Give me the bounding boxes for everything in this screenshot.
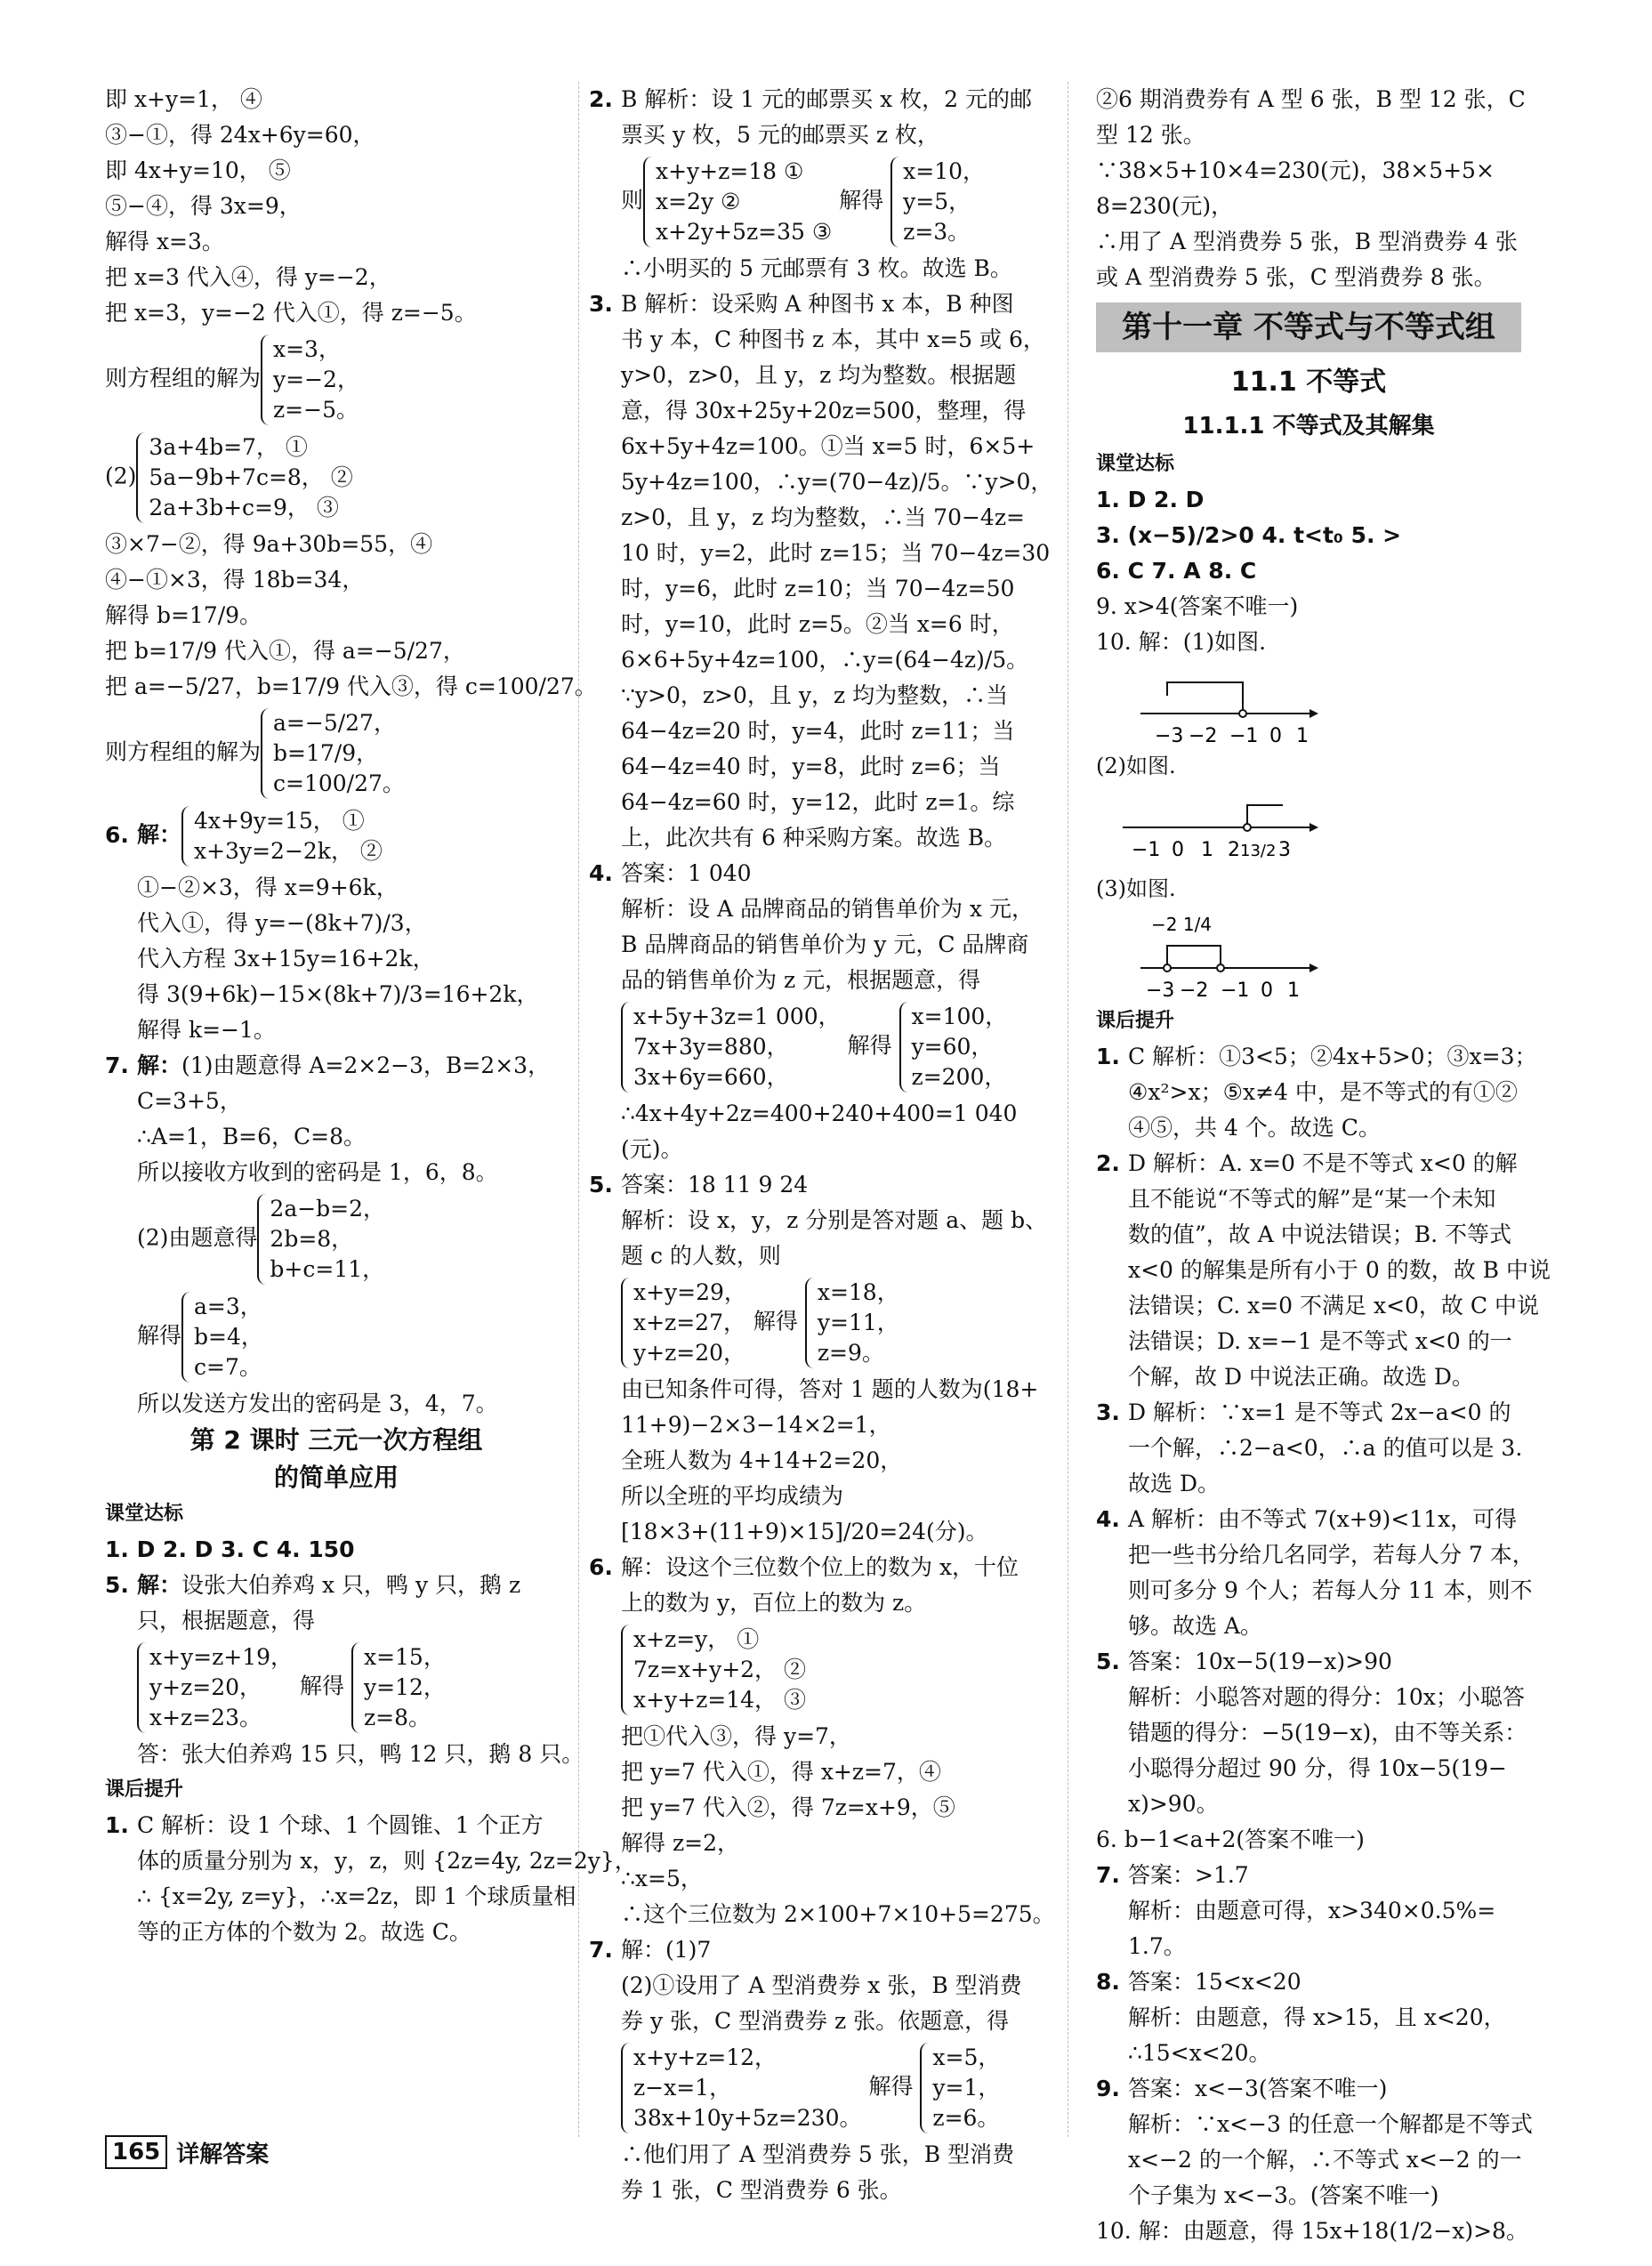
solution-lines bbox=[105, 82, 568, 331]
tick-label: −1 bbox=[1229, 725, 1259, 747]
chapter-title: 第十一章 不等式与不等式组 bbox=[1096, 302, 1521, 352]
solution-lines bbox=[105, 870, 568, 1048]
page-number: 165 bbox=[105, 2135, 167, 2169]
solution-line: 体的质量分别为 x，y，z，则 {2z=4y, 2z=2y}， bbox=[137, 1848, 637, 1874]
tick-label: 0 bbox=[1269, 725, 1282, 747]
equation-row: 4x+9y=15， ① bbox=[194, 808, 365, 834]
equation-row: x=100， bbox=[911, 1004, 1008, 1029]
solution-line: 解析：由题意，得 x>15，且 x<20， bbox=[1128, 2004, 1506, 2030]
solution-line: 64−4z=20 时，y=4，此时 z=11；当 bbox=[621, 718, 1015, 744]
equation-row: z=8。 bbox=[363, 1705, 431, 1730]
solution-line: 所以全班的平均成绩为 bbox=[621, 1483, 844, 1509]
solution-line: 上，此次共有 6 种采购方案。故选 B。 bbox=[621, 825, 1007, 851]
equation-row: x+y=z+19， bbox=[149, 1644, 294, 1670]
question-8: 8. 答案：15<x<20 bbox=[1096, 1969, 1301, 1995]
equation-row: c=100/27。 bbox=[273, 770, 405, 796]
equation-row: 5a−9b+7c=8， ② bbox=[149, 464, 353, 490]
solution-line: 由已知条件可得，答对 1 题的人数为(18+ bbox=[621, 1376, 1039, 1402]
equation-row: y=−2， bbox=[273, 367, 359, 392]
equation-system: 解得 a=3， b=4， c=7。 bbox=[105, 1288, 568, 1386]
solution-line: 解析：设 A 品牌商品的销售单价为 x 元， bbox=[621, 896, 1034, 922]
tick-label: 0 bbox=[1261, 980, 1273, 1002]
solution-lines bbox=[1096, 1431, 1521, 1502]
answer-line: 1. D 2. D bbox=[1096, 487, 1205, 512]
solution-line: 答：张大伯养鸡 15 只，鸭 12 只，鹅 8 只。 bbox=[137, 1741, 584, 1767]
equation-row: x+y=29， bbox=[633, 1279, 746, 1305]
question-1: 1. C 解析：设 1 个球、1 个圆锥、1 个正方 bbox=[105, 1812, 544, 1838]
equation-row: x+y+z=18 ① bbox=[656, 158, 804, 184]
solution-line: ①−②×3，得 x=9+6k， bbox=[137, 875, 399, 900]
equation-system: 则方程组的解为 a=−5/27， b=17/9， c=100/27。 bbox=[105, 705, 568, 802]
solution-line: ∴15<x<20。 bbox=[1128, 2040, 1271, 2066]
tick-label: −2 1/4 bbox=[1151, 914, 1213, 935]
solution-lines bbox=[1096, 2000, 1521, 2071]
equation-row: y=1， bbox=[932, 2075, 1001, 2101]
solution-line: 把 a=−5/27，b=17/9 代入③，得 c=100/27。 bbox=[105, 673, 597, 699]
question-5: 5. 解：设张大伯养鸡 x 只，鸭 y 只，鹅 z bbox=[105, 1572, 521, 1598]
solution-line: 解得 x=3。 bbox=[105, 229, 224, 254]
solution-line: 法错误；C. x=0 不满足 x<0，故 C 中说 bbox=[1128, 1293, 1539, 1318]
solution-line: 解得 b=17/9。 bbox=[105, 602, 262, 628]
solution-line: 小聪得分超过 90 分，得 10x−5(19− bbox=[1128, 1755, 1507, 1781]
solution-line: 把①代入③，得 y=7， bbox=[621, 1723, 851, 1749]
equation-system bbox=[589, 1621, 1044, 1719]
solution-line: 即 x+y=1， ④ bbox=[105, 86, 262, 112]
figure-caption: (2)如图. bbox=[1096, 754, 1176, 778]
solution-line: 10 时，y=2，此时 z=15；当 70−4z=30 bbox=[621, 540, 1051, 566]
equation-row: x=15， bbox=[363, 1644, 446, 1670]
equation-system: x+y=29， x+z=27， y+z=20， 解得 x=18， y=11， z=9。 bbox=[589, 1274, 1044, 1372]
equation-row: x=18， bbox=[817, 1279, 899, 1305]
answer-line: 10. 解：由题意，得 15x+18(1/2−x)>8。 bbox=[1096, 2218, 1528, 2244]
solution-line: x<−2 的一个解，∴不等式 x<−2 的一 bbox=[1128, 2147, 1522, 2173]
question-2: 2. B 解析：设 1 元的邮票买 x 枚，2 元的邮 bbox=[589, 86, 1032, 112]
tick-label: 3 bbox=[1278, 839, 1291, 861]
answer-line: 6. C 7. A 8. C bbox=[1096, 558, 1257, 584]
answer-line: 10. 解：(1)如图. bbox=[1096, 629, 1267, 655]
equation-row: b=4， bbox=[194, 1324, 263, 1350]
solution-line: 把 b=17/9 代入①，得 a=−5/27， bbox=[105, 638, 465, 664]
solution-line: 个子集为 x<−3。(答案不唯一) bbox=[1128, 2182, 1439, 2208]
equation-system: x+y=z+19， y+z=20， x+z=23。 解得 x=15， y=12， z=8。 bbox=[105, 1639, 568, 1737]
solution-line: ∴A=1，B=6，C=8。 bbox=[137, 1124, 367, 1149]
equation-row: x+3y=2−2k， ② bbox=[194, 838, 383, 864]
question-1: 1. C 解析：①3<5；②4x+5>0；③x=3； bbox=[1096, 1044, 1537, 1069]
equation-system: (2)由题意得 2a−b=2， 2b=8， b+c=11， bbox=[105, 1190, 568, 1288]
solution-line: 解析：小聪答对题的得分：10x；小聪答 bbox=[1128, 1684, 1525, 1710]
solution-line: 错题的得分：−5(19−x)，由不等关系： bbox=[1128, 1720, 1527, 1746]
solution-line: 或 A 型消费券 5 张，C 型消费券 8 张。 bbox=[1096, 264, 1496, 290]
solution-line: ∴ {x=2y, z=y}，∴x=2z，即 1 个球质量相 bbox=[137, 1883, 576, 1909]
tick-label: −1 bbox=[1221, 980, 1250, 1002]
solution-line: 时，y=10，此时 z=5。②当 x=6 时， bbox=[621, 611, 1014, 637]
solution-line: (元)。 bbox=[621, 1136, 683, 1162]
question-5: 5. 答案：18 11 9 24 bbox=[589, 1172, 809, 1198]
solution-lines bbox=[589, 1203, 1048, 1274]
equation-row: c=7。 bbox=[194, 1354, 262, 1380]
solution-line: 法错误；D. x=−1 是不等式 x<0 的一 bbox=[1128, 1328, 1512, 1354]
solution-line: ∴用了 A 型消费券 5 张，B 型消费券 4 张 bbox=[1096, 229, 1518, 254]
equation-row: 7z=x+y+2， ② bbox=[633, 1657, 806, 1682]
solution-line: 8=230(元)， bbox=[1096, 193, 1234, 219]
question-6: 6. 解：设这个三位数个位上的数为 x，十位 bbox=[589, 1554, 1019, 1580]
solution-line: ∵y>0，z>0，且 y，z 均为整数，∴当 bbox=[621, 682, 1009, 708]
equation-system: x+5y+3z=1 000， 7x+3y=880， 3x+6y=660， 解得 x=100， y=60， z=200， bbox=[589, 998, 1044, 1096]
equation-row: x+2y+5z=35 ③ bbox=[656, 219, 833, 245]
tick-label: 0 bbox=[1172, 839, 1184, 861]
equation-row: x+z=y， ① bbox=[633, 1626, 760, 1652]
equation-row: x+z=23。 bbox=[149, 1705, 262, 1730]
solution-line: 等的正方体的个数为 2。故选 C。 bbox=[137, 1919, 471, 1945]
page-footer bbox=[105, 2135, 269, 2169]
solution-line: C=3+5， bbox=[137, 1088, 242, 1114]
solution-lines bbox=[1096, 2107, 1533, 2214]
solution-line: ∴他们用了 A 型消费券 5 张，B 型消费 bbox=[621, 2141, 1015, 2167]
solution-lines bbox=[589, 1968, 1044, 2039]
equation-row: z=200， bbox=[911, 1064, 1007, 1090]
solution-line: ∴4x+4y+2z=400+240+400=1 040 bbox=[621, 1101, 1018, 1126]
tick-label: 1 bbox=[1287, 980, 1300, 1002]
solution-line: 代入方程 3x+15y=16+2k， bbox=[137, 946, 435, 972]
answer-line: 3. (x−5)/2>0 4. t<t₀ 5. > bbox=[1096, 522, 1402, 548]
solution-lines bbox=[1096, 1537, 1535, 1644]
equation-row: z=−5。 bbox=[273, 397, 359, 423]
equation-row: x+y+z=12， bbox=[633, 2044, 778, 2070]
equation-row: x=5， bbox=[932, 2044, 1001, 2070]
section-label: 课后提升 bbox=[1096, 1010, 1175, 1032]
solution-line: 上的数为 y，百位上的数为 z。 bbox=[621, 1590, 927, 1616]
solution-line: 全班人数为 4+14+2=20， bbox=[621, 1447, 903, 1473]
solution-line: x<0 的解集是所有小于 0 的数，故 B 中说 bbox=[1128, 1257, 1551, 1283]
solution-lines bbox=[589, 1372, 1044, 1550]
question-4: 4. 答案：1 040 bbox=[589, 860, 752, 886]
question-5: 5. 答案：10x−5(19−x)>90 bbox=[1096, 1649, 1392, 1674]
solution-line: 得 3(9+6k)−15×(8k+7)/3=16+2k， bbox=[137, 981, 539, 1007]
equation-row: 3x+6y=660， bbox=[633, 1064, 789, 1090]
question-7: 7. 答案：>1.7 bbox=[1096, 1862, 1249, 1888]
equation-row: 3a+4b=7， ① bbox=[149, 434, 308, 460]
solution-line: 6x+5y+4z=100。①当 x=5 时，6×5+ bbox=[621, 433, 1036, 459]
tick-label: −2 bbox=[1180, 980, 1209, 1002]
equation-row: x=2y ② bbox=[656, 189, 741, 214]
solution-lines bbox=[1096, 1893, 1521, 1964]
solution-line: 券 y 张，C 型消费券 z 张。依题意，得 bbox=[621, 2008, 1010, 2034]
solution-line: 所以发送方发出的密码是 3，4，7。 bbox=[137, 1391, 498, 1416]
figure-caption: (3)如图. bbox=[1096, 876, 1176, 901]
question-6: 6. 解： 4x+9y=15， ① x+3y=2−2k， ② bbox=[105, 802, 568, 870]
equation-row: 38x+10y+5z=230。 bbox=[633, 2105, 862, 2131]
question-9: 9. 答案：x<−3(答案不唯一) bbox=[1096, 2076, 1388, 2101]
solution-line: y>0，z>0，且 y，z 均为整数。根据题 bbox=[621, 362, 1017, 388]
question-7: 7. 解：(1)由题意得 A=2×2−3，B=2×3， bbox=[105, 1052, 551, 1078]
equation-row: 7x+3y=880， bbox=[633, 1034, 789, 1060]
tick-label: 1 bbox=[1296, 725, 1309, 747]
solution-lines bbox=[589, 2137, 1044, 2208]
equation-row: a=−5/27， bbox=[273, 710, 396, 736]
tick-label: 2 bbox=[1228, 839, 1240, 861]
answer-line: 6. b−1<a+2(答案不唯一) bbox=[1096, 1827, 1365, 1852]
equation-row: y=60， bbox=[911, 1034, 994, 1060]
solution-lines bbox=[1096, 1680, 1527, 1822]
section-label: 课堂达标 bbox=[1096, 453, 1175, 475]
equation-row: x+y+z=14， ③ bbox=[633, 1687, 806, 1713]
solution-line: 把 x=3，y=−2 代入①，得 z=−5。 bbox=[105, 300, 477, 326]
solution-line: ⑤−④，得 3x=9， bbox=[105, 193, 302, 219]
solution-lines bbox=[1096, 1075, 1521, 1146]
solution-line: 意，得 30x+25y+20z=500，整理，得 bbox=[621, 398, 1027, 423]
equation-system: (2) 3a+4b=7， ① 5a−9b+7c=8， ② 2a+3b+c=9， ③ bbox=[105, 429, 568, 527]
equation-row: y=5， bbox=[903, 189, 971, 214]
tick-label: −2 bbox=[1189, 725, 1218, 747]
equation-row: x+5y+3z=1 000， bbox=[633, 1004, 841, 1029]
tick-label: −3 bbox=[1155, 725, 1184, 747]
solution-line: ∴x=5， bbox=[621, 1866, 703, 1891]
lesson-title: 的简单应用 bbox=[273, 1463, 399, 1492]
solution-line: 6×6+5y+4z=100，∴y=(64−4z)/5。 bbox=[621, 647, 1029, 673]
solution-lines bbox=[105, 527, 597, 705]
equation-row: y+z=20， bbox=[149, 1674, 262, 1700]
subsection-title: 11.1.1 不等式及其解集 bbox=[1182, 413, 1435, 439]
solution-lines bbox=[589, 322, 1053, 856]
solution-line: ④⑤，共 4 个。故选 C。 bbox=[1128, 1115, 1381, 1141]
section-title: 11.1 不等式 bbox=[1230, 367, 1387, 398]
solution-line: 时，y=6，此时 z=10；当 70−4z=50 bbox=[621, 576, 1015, 601]
solution-line: ∴小明买的 5 元邮票有 3 枚。故选 B。 bbox=[621, 255, 1012, 281]
solution-line: ②6 期消费券有 A 型 6 张，B 型 12 张，C bbox=[1096, 86, 1526, 112]
solution-lines bbox=[589, 1719, 1055, 1932]
solution-line: 一个解，∴2−a<0，∴a 的值可以是 3. bbox=[1128, 1435, 1523, 1461]
solution-line: 够。故选 A。 bbox=[1128, 1613, 1263, 1639]
solution-line: 5y+4z=100，∴y=(70−4z)/5。∵y>0， bbox=[621, 469, 1053, 495]
solution-line: 把 y=7 代入②，得 7z=x+9，⑤ bbox=[621, 1794, 955, 1820]
question-4: 4. A 解析：由不等式 7(x+9)<11x，可得 bbox=[1096, 1506, 1518, 1532]
solution-line: 代入①，得 y=−(8k+7)/3， bbox=[137, 910, 427, 936]
solution-line: 券 1 张，C 型消费券 6 张。 bbox=[621, 2177, 902, 2203]
equation-row: z=6。 bbox=[932, 2105, 1000, 2131]
equation-system: 则方程组的解为 x=3， y=−2， z=−5。 bbox=[105, 331, 568, 429]
solution-line: 品的销售单价为 z 元，根据题意，得 bbox=[621, 967, 981, 993]
solution-line: 解得 z=2， bbox=[621, 1830, 739, 1856]
solution-line: 解析：∵x<−3 的任意一个解都是不等式 bbox=[1128, 2111, 1533, 2137]
section-label: 课后提升 bbox=[105, 1778, 184, 1801]
solution-line: ③×7−②，得 9a+30b=55，④ bbox=[105, 531, 433, 557]
tick-label-fraction: 13/2 bbox=[1240, 842, 1277, 860]
equation-row: b=17/9， bbox=[273, 740, 379, 766]
question-3: 3. D 解析：∵x=1 是不等式 2x−a<0 的 bbox=[1096, 1399, 1511, 1425]
number-line-2-graphic bbox=[1096, 783, 1521, 872]
solution-line: 个解，故 D 中说法正确。故选 D。 bbox=[1128, 1364, 1474, 1390]
column-divider bbox=[578, 82, 579, 2137]
solution-lines bbox=[1096, 1181, 1551, 1395]
equation-row: z=3。 bbox=[903, 219, 971, 245]
column-1 bbox=[105, 82, 637, 1950]
solution-line: z>0，且 y，z 均为整数，∴当 70−4z= bbox=[621, 504, 1025, 530]
equation-system: x+y+z=12， z−x=1， 38x+10y+5z=230。 解得 x=5， y=1， z=6。 bbox=[589, 2039, 1044, 2137]
solution-line: 型 12 张。 bbox=[1096, 122, 1205, 148]
question-7: 7. 解：(1)7 bbox=[589, 1937, 712, 1963]
equation-row: 2b=8， bbox=[270, 1226, 354, 1252]
tick-label: 1 bbox=[1201, 839, 1213, 861]
solution-line: 书 y 本，C 种图书 z 本，其中 x=5 或 6， bbox=[621, 327, 1045, 352]
answer-line: 1. D 2. D 3. C 4. 150 bbox=[105, 1536, 355, 1562]
question-2: 2. D 解析：A. x=0 不是不等式 x<0 的解 bbox=[1096, 1150, 1518, 1176]
column-2 bbox=[589, 82, 1055, 2208]
equation-row: y=12， bbox=[363, 1674, 446, 1700]
section-label: 课堂达标 bbox=[105, 1503, 184, 1525]
equation-system: 则 x+y+z=18 ① x=2y ② x+2y+5z=35 ③ 解得 x=10， y=5， z=3。 bbox=[589, 153, 1044, 251]
equation-row: z−x=1， bbox=[633, 2075, 732, 2101]
solution-line: 解析：由题意可得，x>340×0.5%= bbox=[1128, 1898, 1496, 1923]
solution-line: 所以接收方收到的密码是 1，6，8。 bbox=[137, 1159, 498, 1185]
equation-row: x+z=27， bbox=[633, 1310, 745, 1335]
solution-line: 只，根据题意，得 bbox=[137, 1608, 316, 1633]
equation-row: b+c=11， bbox=[270, 1256, 385, 1282]
solution-line: 解得 k=−1。 bbox=[137, 1017, 276, 1043]
solution-line: ④−①×3，得 18b=34， bbox=[105, 567, 365, 593]
equation-row: y+z=20， bbox=[633, 1340, 746, 1366]
solution-line: 即 4x+y=10， ⑤ bbox=[105, 157, 291, 183]
solution-line: 64−4z=60 时，y=12，此时 z=1。综 bbox=[621, 789, 1015, 815]
column-3 bbox=[1096, 82, 1551, 2249]
solution-lines bbox=[589, 891, 1044, 998]
solution-line: 票买 y 枚，5 元的邮票买 z 枚， bbox=[621, 122, 939, 148]
footer-label: 详解答案 bbox=[176, 2141, 270, 2168]
equation-row: 2a+3b+c=9， ③ bbox=[149, 495, 339, 520]
tick-label: −1 bbox=[1132, 839, 1161, 861]
solution-line: ∵38×5+10×4=230(元)，38×5+5× bbox=[1096, 157, 1495, 183]
solution-line: 则可多分 9 个人；若每人分 11 本，则不 bbox=[1128, 1577, 1533, 1603]
solution-line: (2)①设用了 A 型消费券 x 张，B 型消费 bbox=[621, 1972, 1022, 1998]
solution-line: 11+9)−2×3−14×2=1， bbox=[621, 1412, 891, 1438]
solution-line: 数的值”，故 A 中说法错误；B. 不等式 bbox=[1128, 1222, 1511, 1247]
number-line-1-graphic bbox=[1096, 660, 1521, 749]
number-line-3-graphic bbox=[1096, 906, 1521, 1004]
solution-line: ③−①，得 24x+6y=60， bbox=[105, 122, 375, 148]
solution-line: 1.7。 bbox=[1128, 1933, 1186, 1959]
solution-line: 把 x=3 代入④，得 y=−2， bbox=[105, 264, 391, 290]
equation-row: z=9。 bbox=[817, 1340, 884, 1366]
solution-line: 解析：设 x，y，z 分别是答对题 a、题 b、 bbox=[621, 1207, 1048, 1233]
number-line-2 bbox=[1096, 783, 1521, 872]
equation-row: a=3， bbox=[194, 1294, 262, 1319]
equation-row: x=10， bbox=[903, 158, 986, 184]
solution-lines bbox=[589, 1096, 1044, 1167]
solution-line: ∴这个三位数为 2×100+7×10+5=275。 bbox=[621, 1901, 1055, 1927]
solution-lines bbox=[1096, 82, 1526, 295]
solution-line: 64−4z=40 时，y=8，此时 z=6；当 bbox=[621, 754, 1001, 779]
lesson-title: 第 2 课时 三元一次方程组 bbox=[189, 1425, 483, 1455]
number-line-3 bbox=[1096, 906, 1521, 1004]
tick-label: −3 bbox=[1146, 980, 1175, 1002]
question-3: 3. B 解析：设采购 A 种图书 x 本，B 种图 bbox=[589, 291, 1014, 317]
solution-line: [18×3+(11+9)×15]/20=24(分)。 bbox=[621, 1519, 988, 1544]
equation-row: y=11， bbox=[817, 1310, 899, 1335]
solution-line: 故选 D。 bbox=[1128, 1471, 1220, 1496]
solution-line: B 品牌商品的销售单价为 y 元，C 品牌商 bbox=[621, 931, 1029, 957]
solution-line: 题 c 的人数，则 bbox=[621, 1243, 781, 1269]
equation-row: 2a−b=2， bbox=[270, 1196, 386, 1222]
answer-line: 9. x>4(答案不唯一) bbox=[1096, 593, 1299, 619]
equation-row: x=3， bbox=[273, 336, 341, 362]
solution-line: 把一些书分给几名同学，若每人分 7 本， bbox=[1128, 1542, 1535, 1568]
solution-line: 把 y=7 代入①，得 x+z=7，④ bbox=[621, 1759, 941, 1785]
solution-line: ④x²>x；⑤x≠4 中，是不等式的有①② bbox=[1128, 1079, 1518, 1105]
solution-line: 且不能说“不等式的解”是“某一个未知 bbox=[1128, 1186, 1496, 1212]
solution-line: x)>90。 bbox=[1128, 1791, 1219, 1817]
number-line-1 bbox=[1096, 660, 1521, 749]
